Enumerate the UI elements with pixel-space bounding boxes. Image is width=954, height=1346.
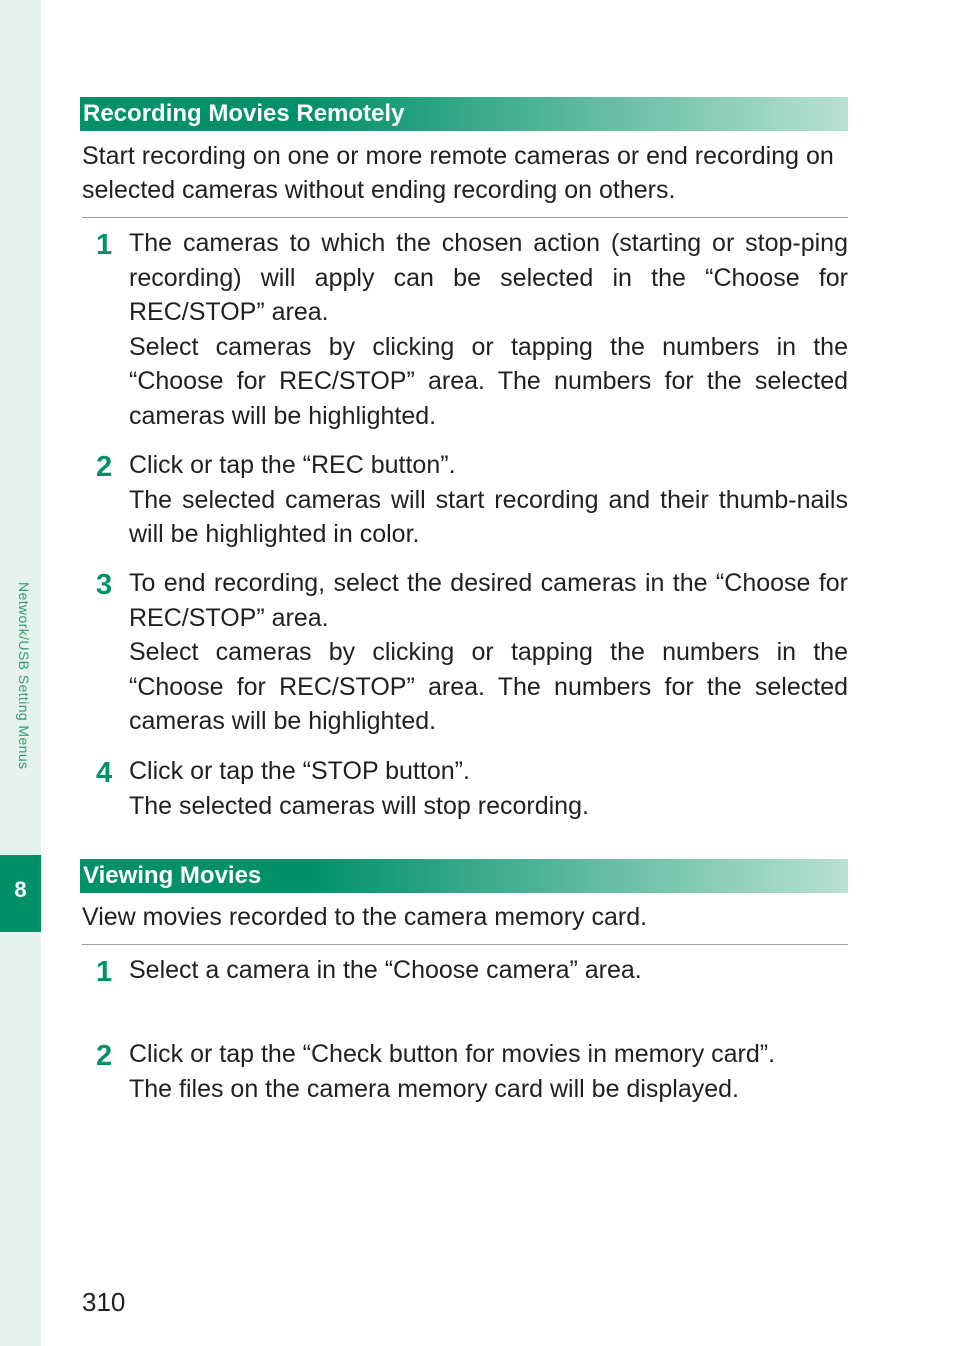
- step-item: [82, 1037, 848, 1106]
- step-instruction: Select a camera in the “Choose camera” area.: [129, 956, 642, 984]
- step-number: 1: [96, 956, 113, 988]
- step-number: 2: [96, 451, 113, 483]
- section-title: Recording Movies Remotely: [83, 100, 405, 127]
- step-number: 1: [96, 229, 113, 261]
- divider: [82, 944, 848, 945]
- step-item: [82, 566, 848, 739]
- step-instruction: The cameras to which the chosen action (starting or stop-ping recording) will apply can be selected in the “Choose for REC/STOP” area.: [129, 229, 848, 326]
- step-number: 4: [96, 757, 113, 789]
- step-body: [129, 566, 848, 739]
- section-heading-recording: [80, 97, 848, 131]
- step-instruction: Click or tap the “Check button for movies in memory card”.: [129, 1040, 776, 1068]
- step-body: [129, 953, 848, 988]
- step-detail: The files on the camera memory card will be displayed.: [129, 1074, 739, 1103]
- step-body: [129, 448, 848, 552]
- step-detail: The selected cameras will start recording and their thumb-nails will be highlighted in color.: [129, 485, 848, 548]
- step-item: [82, 226, 848, 433]
- chapter-tab: [0, 855, 41, 932]
- step-item: [82, 448, 848, 552]
- step-instruction: Click or tap the “STOP button”.: [129, 757, 470, 785]
- section-intro: Start recording on one or more remote cameras or end recording on selected cameras without ending recording on others.: [82, 142, 834, 204]
- section-title: Viewing Movies: [83, 862, 262, 889]
- section-heading-viewing: [80, 859, 848, 893]
- step-detail: The selected cameras will stop recording.: [129, 791, 589, 820]
- step-detail: Select cameras by clicking or tapping the numbers in the “Choose for REC/STOP” area. The numbers for the selected cameras will be highlighted.: [129, 638, 848, 735]
- chapter-side-label: Network/USB Setting Menus: [16, 582, 32, 770]
- step-item: [82, 754, 848, 823]
- page-number: 310: [82, 1287, 126, 1317]
- section-intro: View movies recorded to the camera memory card.: [82, 903, 648, 931]
- divider: [82, 217, 848, 218]
- step-item: [82, 953, 848, 988]
- step-number: 3: [96, 569, 113, 601]
- step-number: 2: [96, 1040, 113, 1072]
- step-body: [129, 754, 848, 823]
- step-body: [129, 1037, 848, 1106]
- step-detail: Select cameras by clicking or tapping the numbers in the “Choose for REC/STOP” area. The numbers for the selected cameras will be highlighted.: [129, 332, 848, 430]
- step-instruction: To end recording, select the desired cameras in the “Choose for REC/STOP” area.: [129, 569, 848, 632]
- step-instruction: Click or tap the “REC button”.: [129, 451, 456, 479]
- chapter-number: 8: [14, 877, 27, 902]
- step-body: [129, 226, 848, 433]
